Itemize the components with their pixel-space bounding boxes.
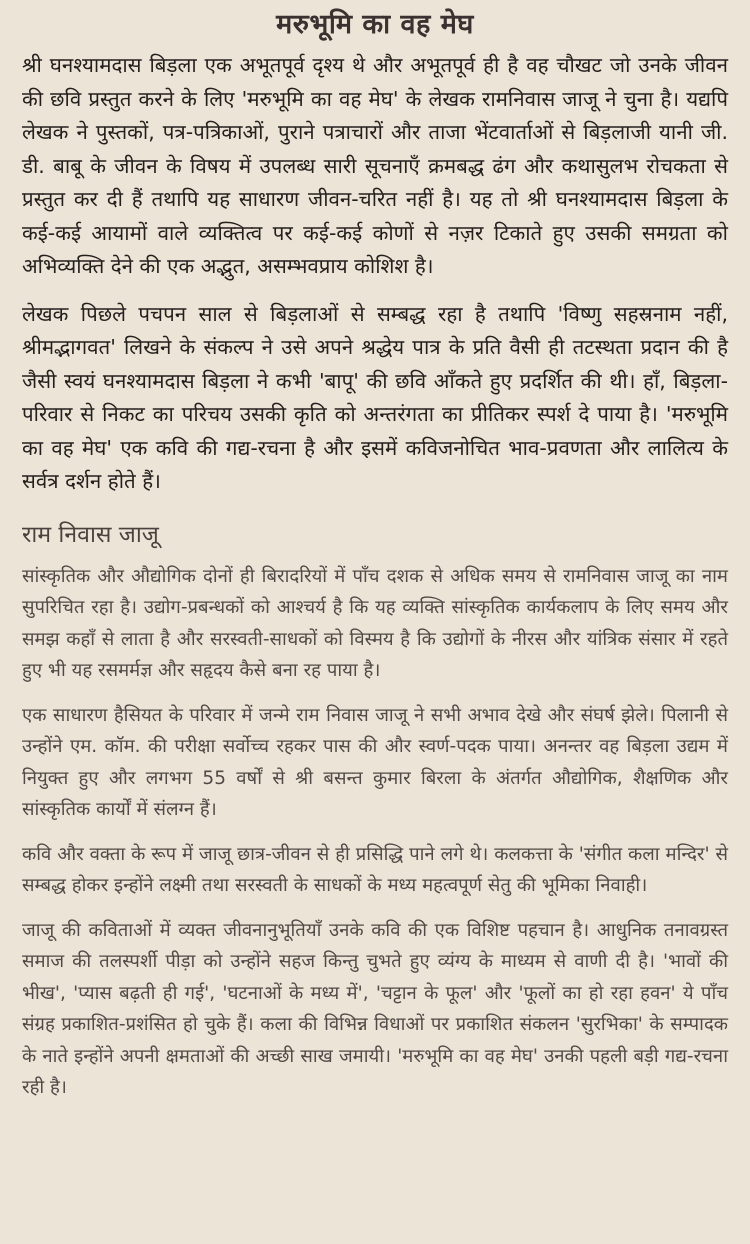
author-bio-paragraph: सांस्कृतिक और औद्योगिक दोनों ही बिरादरियों में पाँच दशक से अधिक समय से रामनिवास जाजू का नाम सुपरिचित रहा है। उद्योग-प्रबन्धकों को आश्चर्य है कि यह व्यक्ति सांस्कृतिक कार्यकलाप के लिए समय और समझ कहाँ से लाता है और सरस्वती-साधकों को विस्मय है कि उद्योगों के नीरस और यांत्रिक संसार में रहते हुए भी यह रसमर्मज्ञ और सहृदय कैसे बना रह पाया है। (22, 565, 728, 681)
book-description (22, 49, 728, 499)
description-paragraph: लेखक पिछले पचपन साल से बिड़लाओं से सम्बद्ध रहा है तथापि 'विष्णु सहस्रनाम नहीं, श्रीमद्भागवत' लिखने के संकल्प ने उसे अपने श्रद्धेय पात्र के प्रति वैसी ही तटस्थता प्रदान की है जैसी स्वयं घनश्यामदास बिड़ला ने कभी 'बापू' की छवि आँकते हुए प्रदर्शित की थी। हाँ, बिड़ला-परिवार से निकट का परिचय उसकी कृति को अन्तरंगता का प्रीतिकर स्पर्श दे पाया है। 'मरुभूमि का वह मेघ' एक कवि की गद्य-रचना है और इसमें कविजनोचित भाव-प्रवणता और लालित्य के सर्वत्र दर्शन होते हैं। (22, 301, 728, 493)
author-heading: राम निवास जाजू (22, 521, 159, 548)
author-bio-paragraph: जाजू की कविताओं में व्यक्त जीवनानुभूतियाँ उनके कवि की एक विशिष्ट पहचान है। आधुनिक तनावग्रस्त समाज की तलस्पर्शी पीड़ा को उन्होंने सहज किन्तु चुभते हुए व्यंग्य के माध्यम से वाणी दी है। 'भावों की भीख', 'प्यास बढ़ती ही गई', 'घटनाओं के मध्य में', 'चट्टान के फूल' और 'फूलों का हो रहा हवन' ये पाँच संग्रह प्रकाशित-प्रशंसित हो चुके हैं। कला की विभिन्न विधाओं पर प्रकाशित संकलन 'सुरभिका' के सम्पादक के नाते इन्होंने अपनी क्षमताओं की अच्छी साख जमायी। 'मरुभूमि का वह मेघ' उनकी पहली बड़ी गद्य-रचना रही है। (22, 919, 728, 1098)
author-bio-paragraph: एक साधारण हैसियत के परिवार में जन्मे राम निवास जाजू ने सभी अभाव देखे और संघर्ष झेले। पिलानी से उन्होंने एम. कॉम. की परीक्षा सर्वोच्च रहकर पास की और स्वर्ण-पदक पाया। अनन्तर वह बिड़ला उद्यम में नियुक्त हुए और लगभग 55 वर्षों से श्री बसन्त कुमार बिरला के अंतर्गत औद्योगिक, शैक्षणिक और सांस्कृतिक कार्यों में संलग्न हैं। (22, 704, 728, 820)
book-title: मरुभूमि का वह मेघ (276, 9, 474, 40)
author-bio (22, 561, 728, 1104)
author-bio-paragraph: कवि और वक्ता के रूप में जाजू छात्र-जीवन से ही प्रसिद्धि पाने लगे थे। कलकत्ता के 'संगीत कला मन्दिर' से सम्बद्ध होकर इन्होंने लक्ष्मी तथा सरस्वती के साधकों के मध्य महत्वपूर्ण सेतु की भूमिका निवाही। (22, 843, 728, 896)
description-paragraph: श्री घनश्यामदास बिड़ला एक अभूतपूर्व दृश्य थे और अभूतपूर्व ही है वह चौखट जो उनके जीवन की छवि प्रस्तुत करने के लिए 'मरुभूमि का वह मेघ' के लेखक रामनिवास जाजू ने चुना है। यद्यपि लेखक ने पुस्तकों, पत्र-पत्रिकाओं, पुराने पत्राचारों और ताजा भेंटवार्ताओं से बिड़लाजी यानी जी. डी. बाबू के जीवन के विषय में उपलब्ध सारी सूचनाएँ क्रमबद्ध ढंग और कथासुलभ रोचकता से प्रस्तुत कर दी हैं तथापि यह साधारण जीवन-चरित नहीं है। यह तो श्री घनश्यामदास बिड़ला के कई-कई आयामों वाले व्यक्तित्व पर कई-कई कोणों से नज़र टिकाते हुए उसकी समग्रता को अभिव्यक्ति देने की एक अद्भुत, असम्भवप्राय कोशिश है। (22, 53, 728, 278)
